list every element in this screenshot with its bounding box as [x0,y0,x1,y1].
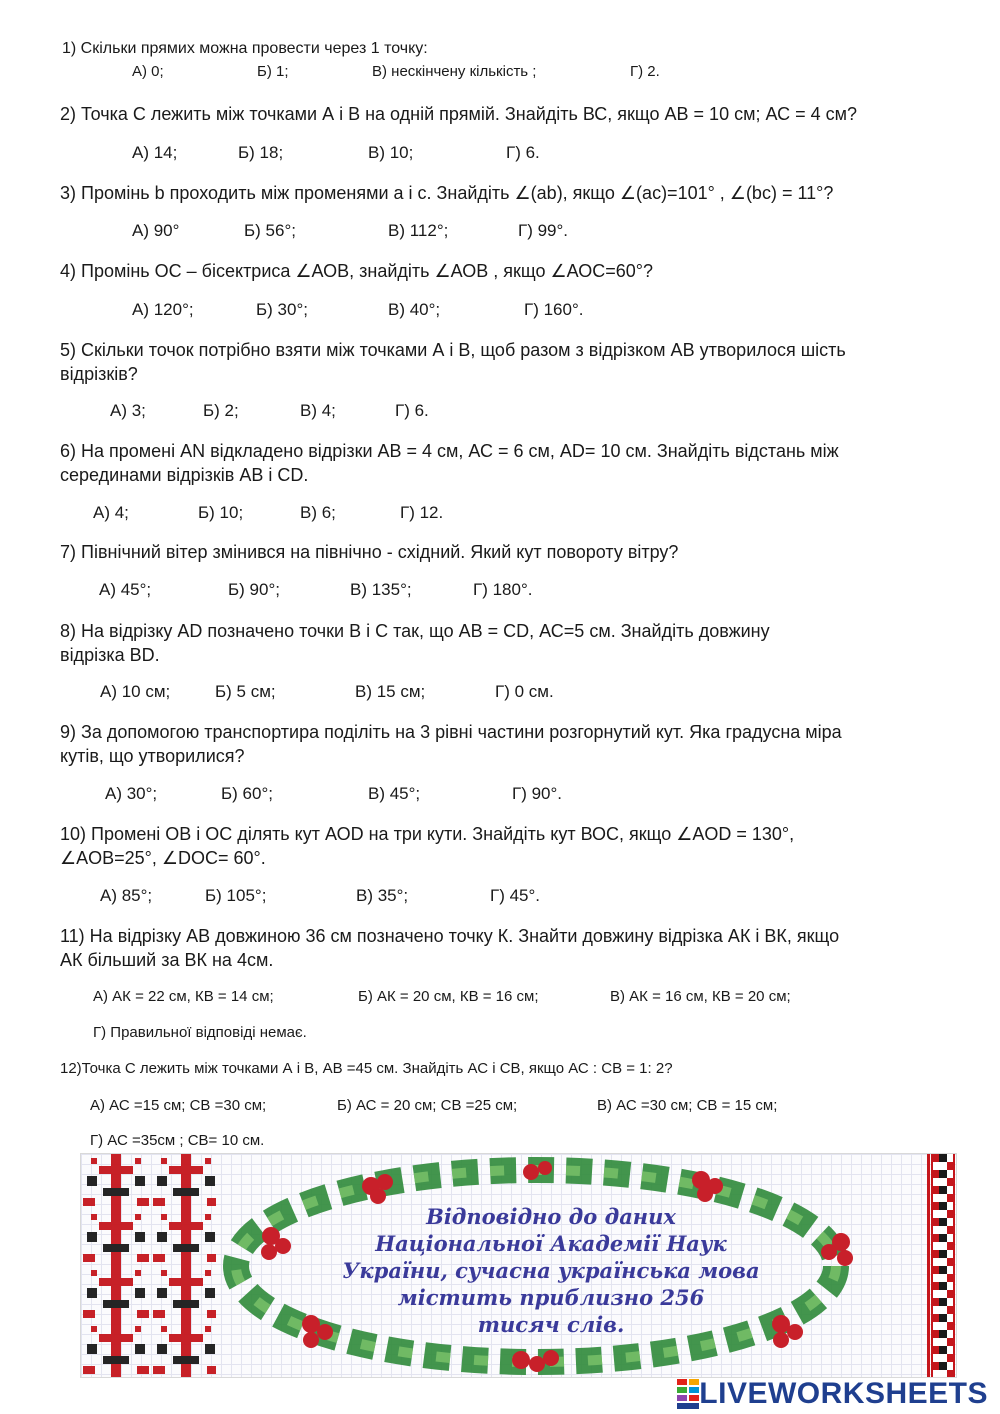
option-5-d[interactable]: Г) 6. [395,401,429,420]
option-5-a[interactable]: А) 3; [110,401,146,420]
option-4-c[interactable]: В) 40°; [388,300,441,319]
options-7 [0,579,1000,601]
option-9-a[interactable]: А) 30°; [105,784,158,803]
option-3-a[interactable]: А) 90° [132,221,180,240]
banner-line-2: Національної Академії Наук [375,1231,727,1256]
banner-line-1: Відповідно до даних [426,1204,676,1229]
option-2-c[interactable]: В) 10; [368,143,414,162]
option-3-b[interactable]: Б) 56°; [244,221,296,240]
option-10-b[interactable]: Б) 105°; [205,886,267,905]
option-8-c[interactable]: В) 15 см; [355,682,426,701]
banner-text [342,1204,759,1337]
option-8-a[interactable]: А) 10 см; [100,682,171,701]
option-9-c[interactable]: В) 45°; [368,784,421,803]
options-5 [0,400,1000,422]
option-6-d[interactable]: Г) 12. [400,503,444,522]
options-12 [0,1096,1000,1116]
option-4-d[interactable]: Г) 160°. [524,300,584,319]
option-9-b[interactable]: Б) 60°; [221,784,273,803]
question-12: 12)Точка С лежить між точками А і В, АВ =45 см. Знайдіть АС і СВ, якщо АС : СВ = 1: 2? [60,1060,673,1077]
option-6-a[interactable]: А) 4; [93,503,129,522]
question-8: 8) На відрізку АD позначено точки В і С так, що АВ = СD, АС=5 см. Знайдіть довжину [60,621,770,641]
embroidery-right [931,1154,955,1377]
question-10: 10) Промені ОВ і ОС ділять кут АОD на три кути. Знайдіть кут ВОС, якщо ∠AOD = 130°, [60,824,795,844]
option-12-d[interactable]: Г) АС =35см ; СВ= 10 см. [90,1132,265,1149]
question-3: 3) Промінь b проходить між променями a і c. Знайдіть ∠(ab), якщо ∠(ac)=101° , ∠(bc) = 11°? [60,183,834,203]
options-11 [0,987,1000,1007]
option-12-c[interactable]: В) АС =30 см; СВ = 15 см; [597,1097,778,1114]
option-10-c[interactable]: В) 35°; [356,886,409,905]
liveworksheets-logo[interactable] [677,1378,988,1410]
option-1-b[interactable]: Б) 1; [257,63,289,80]
question-9-cont: кутів, що утворилися? [60,746,245,766]
question-10-cont: ∠AOB=25°, ∠DOC= 60°. [60,848,266,868]
option-10-d[interactable]: Г) 45°. [490,886,541,905]
options-10 [0,885,1000,907]
question-2: 2) Точка С лежить між точками А і В на одній прямій. Знайдіть ВС, якщо АВ = 10 см; АС = 4 см? [60,104,857,124]
embroidery-left [81,1154,216,1377]
option-1-d[interactable]: Г) 2. [630,63,660,80]
banner-line-5: тисяч слів. [477,1312,625,1337]
option-11-d[interactable]: Г) Правильної відповіді немає. [93,1024,307,1041]
option-3-c[interactable]: В) 112°; [388,221,449,240]
option-7-d[interactable]: Г) 180°. [473,580,533,599]
question-11: 11) На відрізку АВ довжиною 36 см позначено точку К. Знайти довжину відрізка АК і ВК, якщо [60,926,840,946]
question-11-cont: АК більший за ВК на 4см. [60,950,274,970]
option-12-a[interactable]: А) АС =15 см; СВ =30 см; [90,1097,267,1114]
option-11-a[interactable]: А) АК = 22 см, КВ = 14 см; [93,988,274,1005]
banner-illustration [81,1154,956,1377]
question-5-cont: відрізків? [60,364,138,384]
question-9: 9) За допомогою транспортира поділіть на 3 рівні частини розгорнутий кут. Яка градусна міра [60,722,842,742]
question-6: 6) На промені АN відкладено відрізки АВ = 4 см, АС = 6 см, АD= 10 см. Знайдіть відстань між [60,441,839,461]
option-2-a[interactable]: А) 14; [132,143,178,162]
option-3-d[interactable]: Г) 99°. [518,221,569,240]
option-8-b[interactable]: Б) 5 см; [215,682,276,701]
option-11-b[interactable]: Б) АК = 20 см, КВ = 16 см; [358,988,539,1005]
options-9 [0,783,1000,805]
question-8-cont: відрізка ВD. [60,645,160,665]
options-8 [0,681,1000,703]
logo-icon [677,1379,699,1409]
fact-banner [80,1153,957,1378]
banner-line-4: містить приблизно 256 [397,1285,705,1310]
option-9-d[interactable]: Г) 90°. [512,784,563,803]
question-7: 7) Північний вітер змінився на північно - східний. Який кут повороту вітру? [60,542,679,562]
question-1: 1) Скільки прямих можна провести через 1 точку: [62,40,428,57]
option-11-c[interactable]: В) АК = 16 см, КВ = 20 см; [610,988,791,1005]
option-5-b[interactable]: Б) 2; [203,401,239,420]
options-6 [0,502,1000,524]
option-2-d[interactable]: Г) 6. [506,143,540,162]
option-12-b[interactable]: Б) АС = 20 см; СВ =25 см; [337,1097,518,1114]
options-4 [0,299,1000,321]
option-7-b[interactable]: Б) 90°; [228,580,280,599]
option-7-c[interactable]: В) 135°; [350,580,412,599]
option-7-a[interactable]: А) 45°; [99,580,152,599]
option-8-d[interactable]: Г) 0 см. [495,682,554,701]
options-2 [0,142,1000,164]
option-6-b[interactable]: Б) 10; [198,503,244,522]
options-1 [0,62,1000,82]
option-6-c[interactable]: В) 6; [300,503,336,522]
option-2-b[interactable]: Б) 18; [238,143,284,162]
option-1-c[interactable]: В) нескінчену кількість ; [372,63,537,80]
options-3 [0,220,1000,242]
question-6-cont: серединами відрізків АВ і СD. [60,465,309,485]
option-5-c[interactable]: В) 4; [300,401,336,420]
banner-line-3: України, сучасна українська мова [342,1258,760,1283]
question-4: 4) Промінь ОС – бісектриса ∠АОВ, знайдіть ∠АОВ , якщо ∠АОС=60°? [60,261,654,281]
option-4-b[interactable]: Б) 30°; [256,300,308,319]
logo-wordmark: LIVEWORKSHEETS [699,1377,988,1410]
question-5: 5) Скільки точок потрібно взяти між точками А і В, щоб разом з відрізком АВ утворилося шість [60,340,846,360]
option-10-a[interactable]: А) 85°; [100,886,153,905]
option-4-a[interactable]: А) 120°; [132,300,194,319]
option-1-a[interactable]: А) 0; [132,63,164,80]
